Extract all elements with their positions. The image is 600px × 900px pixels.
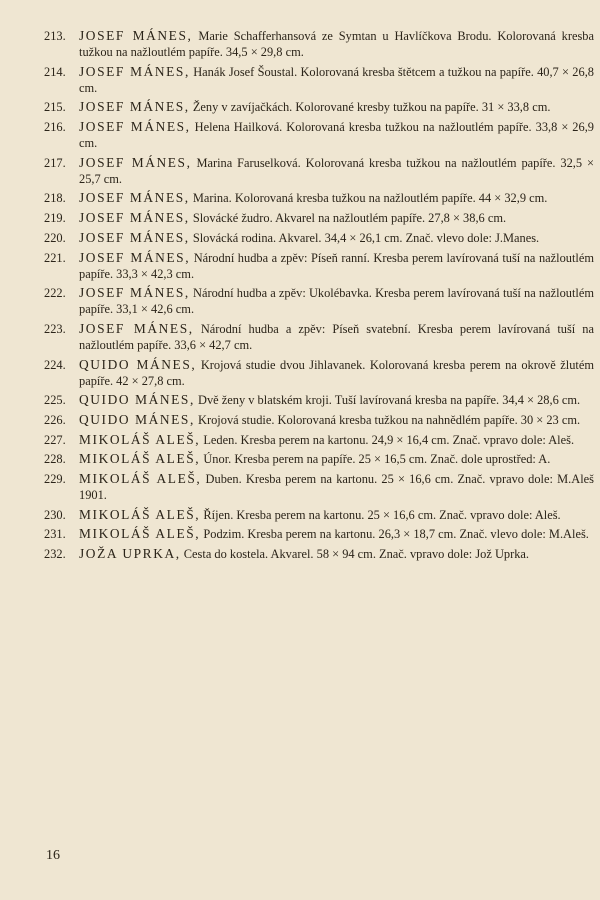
- artist-name: MIKOLÁŠ ALEŠ,: [79, 451, 201, 467]
- catalog-entry: [44, 210, 596, 226]
- catalog-entry: [44, 507, 596, 523]
- entry-number: 218.: [44, 191, 66, 206]
- entry-number: 232.: [44, 547, 66, 562]
- entry-number: 219.: [44, 211, 66, 226]
- catalog-entry: [44, 451, 596, 467]
- entry-text: [79, 155, 596, 187]
- entry-text: [79, 64, 596, 96]
- entry-text: [79, 507, 596, 523]
- catalog-entry: [44, 250, 596, 282]
- entry-description: Slovácká rodina. Akvarel. 34,4 × 26,1 cm. Znač. vlevo dole: J.Manes.: [192, 230, 540, 245]
- entry-number: 214.: [44, 64, 66, 79]
- catalog-entries: [44, 28, 596, 566]
- entry-description: Národní hudba a zpěv: Píseň svatební. Kresba perem lavírovaná tuší na nažloutlém papíře. 33,6 × 42,7 cm.: [79, 321, 594, 352]
- entry-description: Cesta do kostela. Akvarel. 58 × 94 cm. Znač. vpravo dole: Jož Uprka.: [183, 547, 530, 562]
- entry-description: Národní hudba a zpěv: Píseň ranní. Kresba perem lavírovaná tuší na nažloutlém papíře. 33,3 × 42,3 cm.: [79, 250, 594, 281]
- catalog-entry: [44, 190, 596, 206]
- catalog-entry: [44, 357, 596, 389]
- entry-description: Leden. Kresba perem na kartonu. 24,9 × 16,4 cm. Znač. vpravo dole: Aleš.: [203, 432, 575, 447]
- entry-text: [79, 28, 596, 60]
- catalog-entry: [44, 119, 596, 151]
- artist-name: QUIDO MÁNES,: [79, 392, 195, 408]
- artist-name: JOSEF MÁNES,: [79, 320, 194, 336]
- artist-name: MIKOLÁŠ ALEŠ,: [79, 431, 201, 447]
- entry-description: Marina Faruselková. Kolorovaná kresba tužkou na nažloutlém papíře. 32,5 × 25,7 cm.: [79, 155, 594, 186]
- entry-description: Podzim. Kresba perem na kartonu. 26,3 × 18,7 cm. Znač. vlevo dole: M.Aleš.: [203, 527, 589, 542]
- catalog-entry: [44, 526, 596, 542]
- entry-description: Duben. Kresba perem na kartonu. 25 × 16,6 cm. Znač. vpravo dole: M.Aleš 1901.: [79, 472, 594, 502]
- entry-number: 225.: [44, 393, 66, 408]
- entry-number: 231.: [44, 527, 66, 542]
- entry-number: 213.: [44, 29, 66, 43]
- entry-number: 222.: [44, 286, 66, 301]
- entry-text: [79, 99, 596, 115]
- artist-name: JOSEF MÁNES,: [79, 99, 190, 115]
- artist-name: MIKOLÁŠ ALEŠ,: [79, 526, 201, 542]
- entry-description: Ženy v zavíjačkách. Kolorované kresby tužkou na papíře. 31 × 33,8 cm.: [192, 100, 551, 115]
- entry-text: [79, 471, 596, 503]
- entry-description: Národní hudba a zpěv: Ukolébavka. Kresba perem lavírovaná tuší na nažloutlém papíře. 33,1 × 42,6 cm.: [79, 286, 594, 317]
- entry-description: Marie Schafferhansová ze Symtan u Havlíčkova Brodu. Kolorovaná kresba tužkou na nažloutlém papíře. 34,5 × 29,8 cm.: [79, 29, 594, 59]
- artist-name: JOSEF MÁNES,: [79, 28, 193, 43]
- artist-name: JOSEF MÁNES,: [79, 249, 191, 265]
- entry-number: 217.: [44, 155, 66, 170]
- entry-number: 221.: [44, 250, 66, 265]
- catalog-entry: [44, 285, 596, 317]
- artist-name: QUIDO MÁNES,: [79, 356, 197, 372]
- entry-number: 230.: [44, 507, 66, 522]
- entry-description: Krojová studie dvou Jihlavanek. Kolorovaná kresba perem na okrově žlutém papíře. 42 × 27,8 cm.: [79, 357, 594, 388]
- entry-number: 216.: [44, 120, 66, 135]
- entry-description: Marina. Kolorovaná kresba tužkou na nažloutlém papíře. 44 × 32,9 cm.: [192, 191, 548, 206]
- entry-number: 228.: [44, 452, 66, 467]
- entry-text: [79, 451, 596, 467]
- artist-name: JOSEF MÁNES,: [79, 190, 190, 206]
- entry-number: 215.: [44, 100, 66, 115]
- entry-text: [79, 546, 596, 562]
- catalog-entry: [44, 321, 596, 353]
- entry-text: [79, 210, 596, 226]
- entry-description: Říjen. Kresba perem na kartonu. 25 × 16,6 cm. Znač. vpravo dole: Aleš.: [203, 507, 561, 522]
- artist-name: JOSEF MÁNES,: [79, 63, 190, 79]
- entry-number: 223.: [44, 321, 66, 336]
- catalog-entry: [44, 155, 596, 187]
- page-number: 16: [46, 848, 60, 863]
- entry-text: [79, 357, 596, 389]
- entry-text: [79, 392, 596, 408]
- entry-description: Slovácké žudro. Akvarel na nažloutlém papíře. 27,8 × 38,6 cm.: [192, 211, 507, 226]
- artist-name: JOŽA UPRKA,: [79, 546, 181, 562]
- entry-text: [79, 119, 596, 151]
- artist-name: JOSEF MÁNES,: [79, 210, 190, 226]
- artist-name: JOSEF MÁNES,: [79, 119, 191, 135]
- catalog-entry: [44, 392, 596, 408]
- entry-description: Krojová studie. Kolorovaná kresba tužkou na nahnědlém papíře. 30 × 23 cm.: [198, 412, 581, 427]
- entry-text: [79, 432, 596, 448]
- catalog-entry: [44, 230, 596, 246]
- entry-text: [79, 321, 596, 353]
- catalog-entry: [44, 28, 596, 60]
- entry-description: Dvě ženy v blatském kroji. Tuší lavírovaná kresba na papíře. 34,4 × 28,6 cm.: [198, 393, 581, 408]
- entry-number: 227.: [44, 432, 66, 447]
- entry-text: [79, 230, 596, 246]
- entry-text: [79, 250, 596, 282]
- catalog-entry: [44, 99, 596, 115]
- entry-number: 220.: [44, 230, 66, 245]
- entry-number: 224.: [44, 357, 66, 372]
- entry-text: [79, 285, 596, 317]
- entry-description: Únor. Kresba perem na papíře. 25 × 16,5 cm. Znač. dole uprostřed: A.: [203, 452, 551, 467]
- artist-name: JOSEF MÁNES,: [79, 154, 192, 170]
- entry-description: Helena Hailková. Kolorovaná kresba tužkou na nažloutlém papíře. 33,8 × 26,9 cm.: [79, 120, 594, 151]
- catalog-entry: [44, 471, 596, 503]
- entry-number: 226.: [44, 412, 66, 427]
- entry-number: 229.: [44, 472, 66, 486]
- artist-name: QUIDO MÁNES,: [79, 411, 195, 427]
- catalog-entry: [44, 412, 596, 428]
- artist-name: JOSEF MÁNES,: [79, 229, 190, 245]
- entry-text: [79, 526, 596, 542]
- entry-description: Hanák Josef Šoustal. Kolorovaná kresba štětcem a tužkou na papíře. 40,7 × 26,8 cm.: [79, 64, 594, 95]
- artist-name: JOSEF MÁNES,: [79, 285, 190, 301]
- catalog-entry: [44, 64, 596, 96]
- entry-text: [79, 412, 596, 428]
- entry-text: [79, 190, 596, 206]
- artist-name: MIKOLÁŠ ALEŠ,: [79, 506, 201, 522]
- catalog-entry: [44, 432, 596, 448]
- catalog-entry: [44, 546, 596, 562]
- artist-name: MIKOLÁŠ ALEŠ,: [79, 471, 202, 486]
